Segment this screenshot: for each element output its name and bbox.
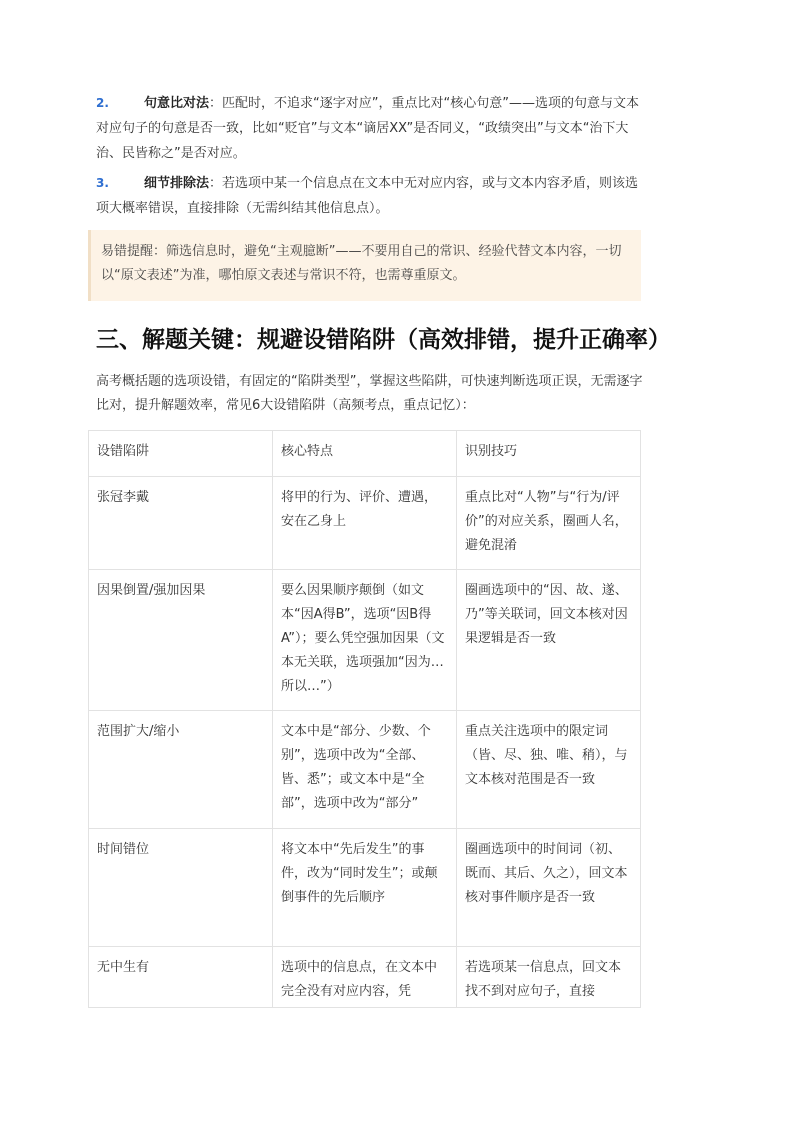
table-row <box>89 570 641 711</box>
table-cell: 因果倒置/强加因果 <box>89 570 273 711</box>
tip-box <box>88 230 641 301</box>
header-cell: 核心特点 <box>273 431 457 477</box>
table-cell: 要么因果顺序颠倒（如文本“因A得B”，选项“因B得A”）；要么凭空强加因果（文本无关联，选项强加“因为…所以…”） <box>273 570 457 711</box>
list-number: 3. <box>96 176 109 190</box>
table-cell: 张冠李戴 <box>89 477 273 570</box>
table-row <box>89 947 641 1008</box>
method-item <box>96 91 644 166</box>
table-header-row <box>89 431 641 477</box>
table-cell: 时间错位 <box>89 829 273 947</box>
tip-text: 易错提醒：筛选信息时，避免“主观臆断”——不要用自己的常识、经验代替文本内容，一切以“原文表述”为准，哪怕原文表述与常识不符，也需尊重原文。 <box>101 244 622 283</box>
method-description: ：若选项中某一个信息点在文本中无对应内容，或与文本内容矛盾，则该选项大概率错误，直接排除（无需纠结其他信息点）。 <box>96 176 639 216</box>
table-cell: 将文本中“先后发生”的事件，改为“同时发生”；或颠倒事件的先后顺序 <box>273 829 457 947</box>
table-cell: 圈画选项中的时间词（初、既而、其后、久之），回文本核对事件顺序是否一致 <box>457 829 641 947</box>
section-title: 三、解题关键：规避设错陷阱（高效排错，提升正确率） <box>96 327 671 353</box>
table-cell: 将甲的行为、评价、遭遇，安在乙身上 <box>273 477 457 570</box>
list-number: 2. <box>96 96 109 110</box>
trap-table <box>88 430 641 1008</box>
header-cell: 设错陷阱 <box>89 431 273 477</box>
table-row <box>89 711 641 829</box>
table-cell: 圈画选项中的“因、故、遂、乃”等关联词，回文本核对因果逻辑是否一致 <box>457 570 641 711</box>
method-item <box>96 171 644 221</box>
table-cell: 范围扩大/缩小 <box>89 711 273 829</box>
method-description: ：匹配时，不追求“逐字对应”，重点比对“核心句意”——选项的句意与文本对应句子的句意是否一致，比如“贬官”与文本“谪居XX”是否同义，“政绩突出”与文本“治下大治、民皆称之”是否对应。 <box>96 96 639 161</box>
table-cell: 文本中是“部分、少数、个别”，选项中改为“全部、皆、悉”；或文本中是“全部”，选项中改为“部分” <box>273 711 457 829</box>
method-term: 细节排除法 <box>144 176 210 191</box>
table-cell: 重点比对“人物”与“行为/评价”的对应关系，圈画人名，避免混淆 <box>457 477 641 570</box>
table-row <box>89 829 641 947</box>
table-cell: 无中生有 <box>89 947 273 1008</box>
table-cell: 重点关注选项中的限定词（皆、尽、独、唯、稍），与文本核对范围是否一致 <box>457 711 641 829</box>
intro-paragraph: 高考概括题的选项设错，有固定的“陷阱类型”，掌握这些陷阱，可快速判断选项正误，无需逐字比对，提升解题效率，常见6大设错陷阱（高频考点，重点记忆）： <box>96 374 643 413</box>
table-cell: 选项中的信息点，在文本中完全没有对应内容，凭 <box>273 947 457 1008</box>
header-cell: 识别技巧 <box>457 431 641 477</box>
table-row <box>89 477 641 570</box>
method-term: 句意比对法 <box>144 96 210 111</box>
table-cell: 若选项某一信息点，回文本找不到对应句子，直接 <box>457 947 641 1008</box>
